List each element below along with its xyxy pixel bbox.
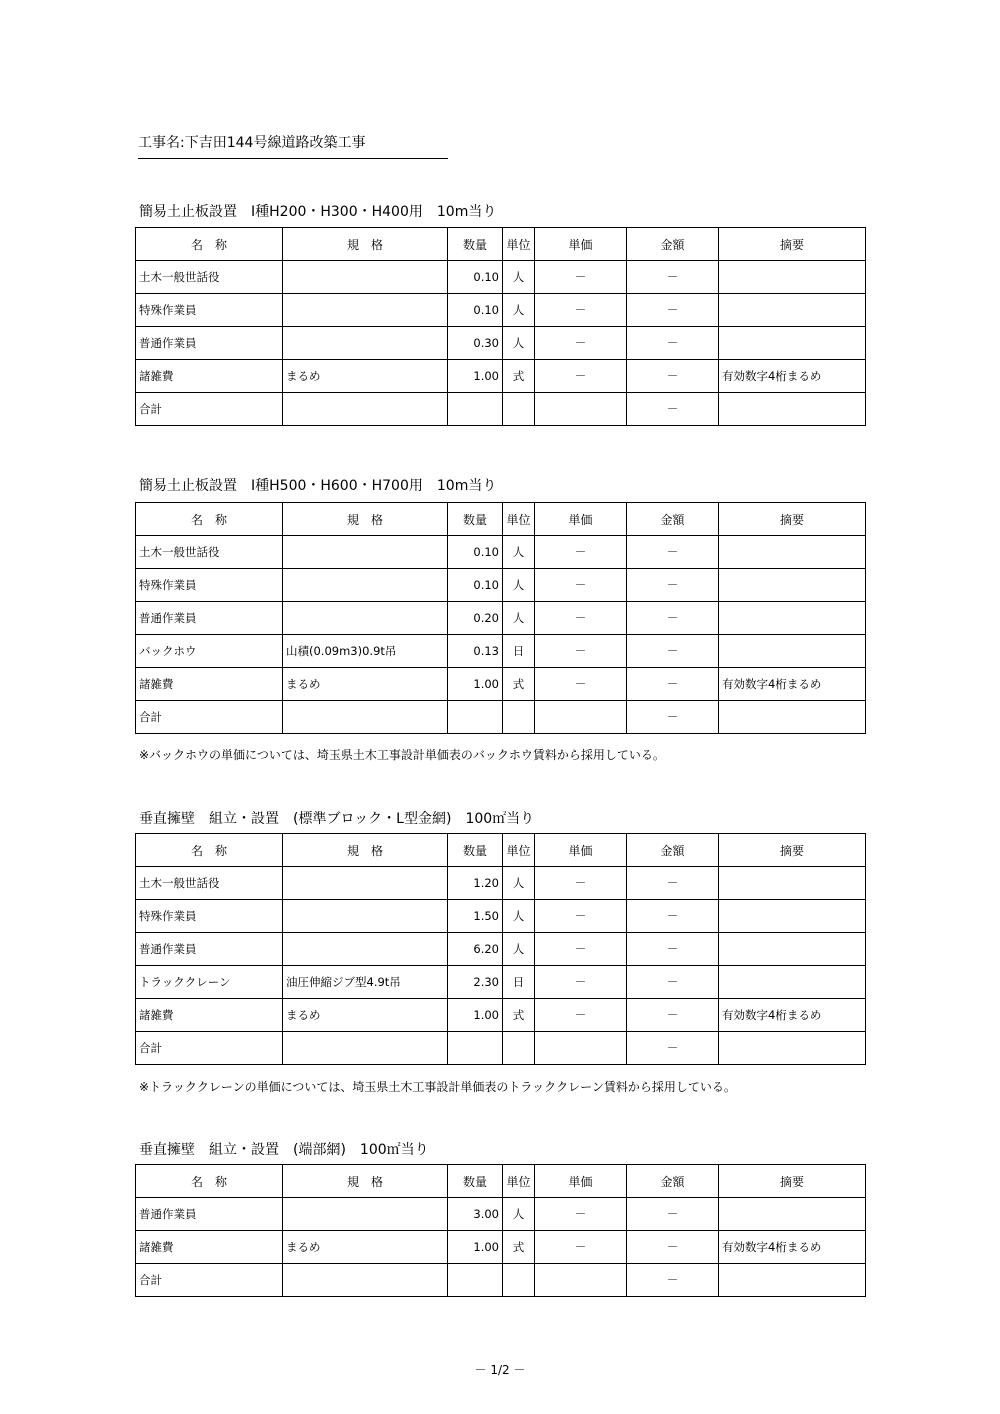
empty-cell (503, 393, 535, 426)
cell-unit: 人 (503, 261, 535, 294)
cell-spec: まるめ (283, 1231, 448, 1264)
table-header-row (136, 834, 866, 867)
section-title: 垂直擁壁 組立・設置 (標準ブロック・L型金網) 100㎡当り (139, 811, 535, 827)
header-amount: 金額 (627, 1165, 719, 1198)
cell-amount: － (627, 933, 719, 966)
table-row (136, 536, 866, 569)
footnote: ※バックホウの単価については、埼玉県土木工事設計単価表のバックホウ賃料から採用している。 (139, 748, 665, 762)
empty-cell (448, 1032, 503, 1065)
cell-amount: － (627, 1198, 719, 1231)
header-price: 単価 (535, 503, 627, 536)
table-row (136, 602, 866, 635)
empty-cell (719, 701, 866, 734)
section-title: 簡易土止板設置 Ⅰ種H200・H300・H400用 10m当り (139, 204, 497, 220)
cell-qty: 1.00 (448, 360, 503, 393)
empty-cell (283, 393, 448, 426)
table-row (136, 1198, 866, 1231)
cell-note (719, 536, 866, 569)
cell-note: 有効数字4桁まるめ (719, 1231, 866, 1264)
cell-spec (283, 900, 448, 933)
cell-price: － (535, 294, 627, 327)
cell-spec: まるめ (283, 360, 448, 393)
cell-name: 土木一般世話役 (136, 536, 283, 569)
cell-qty: 0.10 (448, 261, 503, 294)
cell-spec (283, 867, 448, 900)
cell-price: － (535, 536, 627, 569)
cost-table (135, 833, 866, 1065)
table-header-row (136, 1165, 866, 1198)
cell-name: 普通作業員 (136, 933, 283, 966)
cell-amount: － (627, 569, 719, 602)
cell-unit: 人 (503, 900, 535, 933)
total-label: 合計 (136, 701, 283, 734)
cell-unit: 人 (503, 1198, 535, 1231)
cell-qty: 2.30 (448, 966, 503, 999)
empty-cell (535, 393, 627, 426)
cell-price: － (535, 900, 627, 933)
total-row (136, 701, 866, 734)
cell-unit: 人 (503, 569, 535, 602)
cell-note: 有効数字4桁まるめ (719, 999, 866, 1032)
cell-name: バックホウ (136, 635, 283, 668)
cell-name: 土木一般世話役 (136, 261, 283, 294)
table-row (136, 327, 866, 360)
table-row (136, 668, 866, 701)
total-amount: － (627, 1032, 719, 1065)
empty-cell (535, 1264, 627, 1297)
header-spec: 規 格 (283, 1165, 448, 1198)
cell-unit: 人 (503, 602, 535, 635)
header-unit: 単位 (503, 1165, 535, 1198)
cell-qty: 0.30 (448, 327, 503, 360)
empty-cell (448, 393, 503, 426)
cell-amount: － (627, 635, 719, 668)
cell-note (719, 966, 866, 999)
cell-name: 普通作業員 (136, 602, 283, 635)
cell-qty: 1.50 (448, 900, 503, 933)
cell-name: 諸雑費 (136, 668, 283, 701)
cell-price: － (535, 360, 627, 393)
empty-cell (503, 1264, 535, 1297)
empty-cell (448, 1264, 503, 1297)
total-label: 合計 (136, 393, 283, 426)
cell-note (719, 602, 866, 635)
empty-cell (283, 1264, 448, 1297)
cell-price: － (535, 966, 627, 999)
table-row (136, 900, 866, 933)
cell-name: 諸雑費 (136, 999, 283, 1032)
cell-spec (283, 261, 448, 294)
header-note: 摘要 (719, 1165, 866, 1198)
page-number: － 1/2 － (474, 1363, 526, 1377)
cell-unit: 日 (503, 966, 535, 999)
cell-amount: － (627, 900, 719, 933)
cell-spec (283, 569, 448, 602)
cell-qty: 6.20 (448, 933, 503, 966)
cell-note (719, 261, 866, 294)
header-spec: 規 格 (283, 503, 448, 536)
header-qty: 数量 (448, 834, 503, 867)
table-row (136, 569, 866, 602)
cell-amount: － (627, 294, 719, 327)
empty-cell (448, 701, 503, 734)
header-note: 摘要 (719, 228, 866, 261)
empty-cell (719, 1032, 866, 1065)
cell-note (719, 569, 866, 602)
header-qty: 数量 (448, 228, 503, 261)
table-row (136, 933, 866, 966)
cell-name: 普通作業員 (136, 1198, 283, 1231)
cell-unit: 人 (503, 536, 535, 569)
cell-price: － (535, 867, 627, 900)
cell-price: － (535, 635, 627, 668)
header-price: 単価 (535, 1165, 627, 1198)
table-row (136, 1231, 866, 1264)
cell-unit: 式 (503, 999, 535, 1032)
header-name: 名 称 (136, 228, 283, 261)
table-row (136, 635, 866, 668)
cell-amount: － (627, 261, 719, 294)
header-unit: 単位 (503, 834, 535, 867)
header-spec: 規 格 (283, 228, 448, 261)
cell-amount: － (627, 867, 719, 900)
cell-amount: － (627, 602, 719, 635)
cell-note (719, 867, 866, 900)
table-row (136, 261, 866, 294)
cell-unit: 式 (503, 668, 535, 701)
total-amount: － (627, 1264, 719, 1297)
cell-qty: 1.00 (448, 1231, 503, 1264)
cell-price: － (535, 327, 627, 360)
cell-unit: 日 (503, 635, 535, 668)
cell-name: 特殊作業員 (136, 900, 283, 933)
cell-unit: 人 (503, 294, 535, 327)
cell-qty: 1.00 (448, 999, 503, 1032)
empty-cell (283, 1032, 448, 1065)
cell-price: － (535, 602, 627, 635)
cell-spec: まるめ (283, 999, 448, 1032)
cell-note: 有効数字4桁まるめ (719, 668, 866, 701)
cell-qty: 1.20 (448, 867, 503, 900)
table-row (136, 999, 866, 1032)
header-price: 単価 (535, 834, 627, 867)
cell-name: 特殊作業員 (136, 569, 283, 602)
header-name: 名 称 (136, 834, 283, 867)
cell-spec (283, 294, 448, 327)
cell-spec (283, 327, 448, 360)
cell-price: － (535, 1198, 627, 1231)
header-name: 名 称 (136, 503, 283, 536)
total-row (136, 1032, 866, 1065)
total-label: 合計 (136, 1264, 283, 1297)
cell-unit: 人 (503, 933, 535, 966)
cell-amount: － (627, 1231, 719, 1264)
cell-price: － (535, 668, 627, 701)
cell-note (719, 327, 866, 360)
cell-note (719, 1198, 866, 1231)
total-row (136, 393, 866, 426)
cell-amount: － (627, 966, 719, 999)
empty-cell (535, 701, 627, 734)
cell-qty: 0.10 (448, 536, 503, 569)
table-row (136, 966, 866, 999)
cell-qty: 0.10 (448, 569, 503, 602)
header-amount: 金額 (627, 503, 719, 536)
header-amount: 金額 (627, 834, 719, 867)
total-amount: － (627, 701, 719, 734)
cell-spec: 山積(0.09m3)0.9t吊 (283, 635, 448, 668)
table-row (136, 360, 866, 393)
cell-amount: － (627, 360, 719, 393)
cell-qty: 3.00 (448, 1198, 503, 1231)
cell-unit: 人 (503, 327, 535, 360)
cell-name: 諸雑費 (136, 1231, 283, 1264)
header-name: 名 称 (136, 1165, 283, 1198)
cost-table (135, 502, 866, 734)
empty-cell (719, 393, 866, 426)
table-row (136, 294, 866, 327)
empty-cell (503, 701, 535, 734)
cell-amount: － (627, 999, 719, 1032)
cell-note (719, 635, 866, 668)
footnote: ※トラッククレーンの単価については、埼玉県土木工事設計単価表のトラッククレーン賃料から採用している。 (139, 1080, 736, 1094)
empty-cell (719, 1264, 866, 1297)
cell-price: － (535, 933, 627, 966)
cell-spec (283, 933, 448, 966)
table-header-row (136, 503, 866, 536)
header-amount: 金額 (627, 228, 719, 261)
table-row (136, 867, 866, 900)
cell-unit: 人 (503, 867, 535, 900)
total-row (136, 1264, 866, 1297)
header-note: 摘要 (719, 834, 866, 867)
cell-qty: 0.13 (448, 635, 503, 668)
header-unit: 単位 (503, 503, 535, 536)
cell-spec (283, 602, 448, 635)
cell-amount: － (627, 536, 719, 569)
header-unit: 単位 (503, 228, 535, 261)
cell-qty: 0.10 (448, 294, 503, 327)
cell-note (719, 933, 866, 966)
empty-cell (503, 1032, 535, 1065)
cell-amount: － (627, 327, 719, 360)
cell-price: － (535, 1231, 627, 1264)
cell-spec (283, 1198, 448, 1231)
project-title: 工事名:下吉田144号線道路改築工事 (138, 133, 448, 159)
header-qty: 数量 (448, 503, 503, 536)
empty-cell (283, 701, 448, 734)
cell-spec: 油圧伸縮ジブ型4.9t吊 (283, 966, 448, 999)
cell-note (719, 900, 866, 933)
header-note: 摘要 (719, 503, 866, 536)
total-amount: － (627, 393, 719, 426)
section-title: 簡易土止板設置 Ⅰ種H500・H600・H700用 10m当り (139, 478, 497, 494)
cell-spec: まるめ (283, 668, 448, 701)
cell-name: 諸雑費 (136, 360, 283, 393)
header-spec: 規 格 (283, 834, 448, 867)
empty-cell (535, 1032, 627, 1065)
cell-name: 普通作業員 (136, 327, 283, 360)
header-qty: 数量 (448, 1165, 503, 1198)
total-label: 合計 (136, 1032, 283, 1065)
section-title: 垂直擁壁 組立・設置 (端部網) 100㎡当り (139, 1142, 429, 1158)
cell-note (719, 294, 866, 327)
cell-spec (283, 536, 448, 569)
cost-table (135, 227, 866, 426)
cell-qty: 1.00 (448, 668, 503, 701)
cell-qty: 0.20 (448, 602, 503, 635)
cell-price: － (535, 569, 627, 602)
table-header-row (136, 228, 866, 261)
cell-amount: － (627, 668, 719, 701)
cell-name: 土木一般世話役 (136, 867, 283, 900)
cell-note: 有効数字4桁まるめ (719, 360, 866, 393)
cell-name: トラッククレーン (136, 966, 283, 999)
cell-price: － (535, 261, 627, 294)
cell-price: － (535, 999, 627, 1032)
cell-unit: 式 (503, 360, 535, 393)
cell-name: 特殊作業員 (136, 294, 283, 327)
cell-unit: 式 (503, 1231, 535, 1264)
header-price: 単価 (535, 228, 627, 261)
cost-table (135, 1164, 866, 1297)
